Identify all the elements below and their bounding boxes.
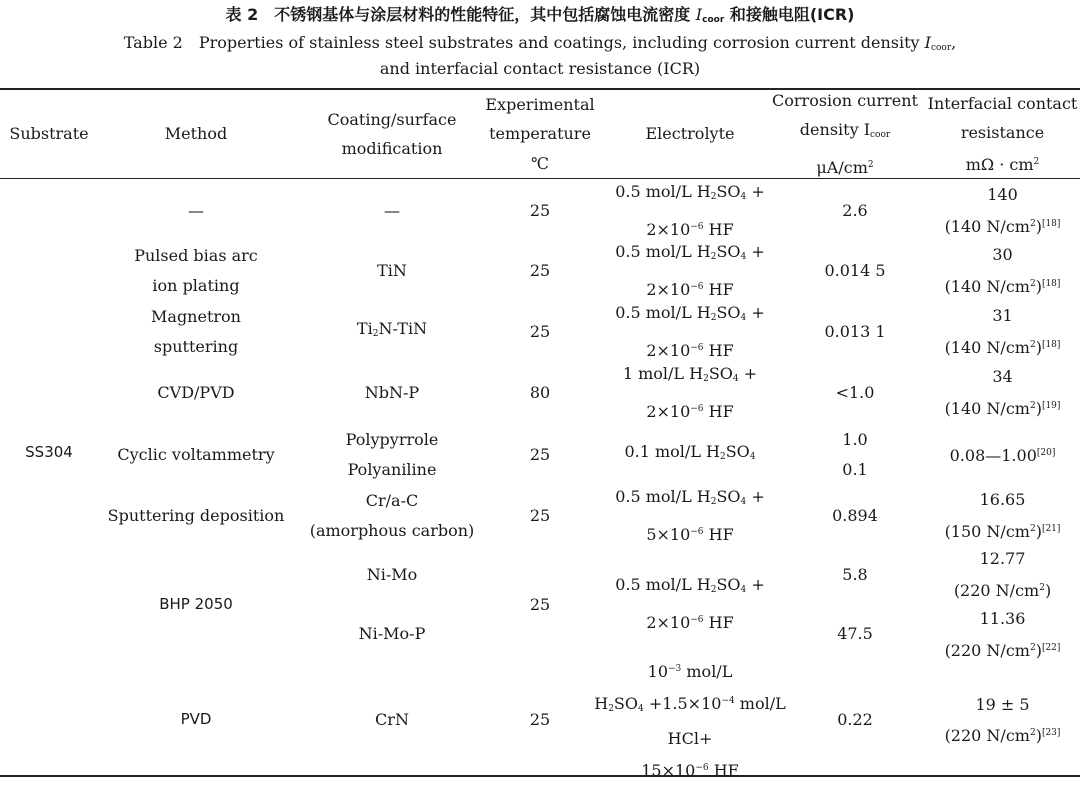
row1-icr-citation: [18] bbox=[1042, 219, 1060, 229]
t: Ti bbox=[357, 319, 373, 338]
t: 5×10 bbox=[646, 525, 690, 544]
caption-en-line2-text: and interfacial contact resistance (ICR) bbox=[380, 59, 700, 78]
t: 2×10 bbox=[646, 613, 690, 632]
row8-current bbox=[785, 661, 925, 779]
t: SO bbox=[614, 694, 638, 713]
row2-icr bbox=[925, 241, 1080, 300]
row6-coating bbox=[294, 486, 490, 545]
t: HF bbox=[704, 525, 734, 544]
row3-current-text: 0.013 1 bbox=[824, 317, 885, 347]
t: 2×10 bbox=[646, 341, 690, 360]
caption-en-subscript: coor bbox=[931, 43, 951, 53]
t: SO bbox=[716, 487, 740, 506]
t: (220 N/cm bbox=[945, 726, 1030, 745]
row7a-coating-text: Ni-Mo bbox=[367, 560, 418, 590]
row8-temperature-text: 25 bbox=[530, 705, 550, 735]
t: + bbox=[739, 364, 758, 383]
t: 2×10 bbox=[646, 280, 690, 299]
row5-icr-citation: [20] bbox=[1037, 448, 1055, 458]
header-method-label: Method bbox=[165, 119, 227, 149]
row8-method-text: PVD bbox=[181, 705, 212, 735]
row4-coating bbox=[294, 363, 490, 422]
row8-icr-condition bbox=[945, 719, 1061, 751]
caption-en-symbol: I bbox=[925, 33, 931, 52]
row8-electrolyte-line4 bbox=[641, 754, 739, 785]
row3-method bbox=[98, 302, 294, 361]
t: N-TiN bbox=[378, 319, 427, 338]
row1-icr-condition bbox=[945, 210, 1061, 242]
row7a-current bbox=[785, 560, 925, 590]
row8-electrolyte-line2 bbox=[594, 687, 786, 725]
t: HF bbox=[704, 613, 734, 632]
row4-icr-citation: [19] bbox=[1042, 401, 1060, 411]
row4-electrolyte-line2 bbox=[646, 395, 733, 427]
row2-current bbox=[785, 241, 925, 300]
row7-electrolyte-line2 bbox=[646, 606, 733, 638]
row7b-coating-text: Ni-Mo-P bbox=[359, 619, 426, 649]
row8-method bbox=[98, 661, 294, 779]
row5-method bbox=[98, 425, 294, 484]
t: HF bbox=[704, 280, 734, 299]
t: 2 bbox=[720, 452, 726, 462]
row8-electrolyte bbox=[570, 661, 810, 779]
header-temperature bbox=[490, 90, 590, 178]
t: 2 bbox=[703, 374, 709, 384]
row6-electrolyte-line2 bbox=[646, 518, 733, 550]
row7b-current-text: 47.5 bbox=[837, 619, 873, 649]
header-temperature-line1: Experimental bbox=[485, 90, 594, 120]
header-icr-unit-text: mΩ · cm bbox=[966, 155, 1034, 174]
t: 4 bbox=[741, 497, 747, 507]
row6-method bbox=[98, 486, 294, 545]
t: 2×10 bbox=[646, 220, 690, 239]
t: HF bbox=[709, 761, 739, 780]
t: SO bbox=[716, 242, 740, 261]
row6-electrolyte-line1 bbox=[615, 482, 765, 518]
t: 0.1 mol/L H bbox=[624, 442, 720, 461]
t: ) bbox=[1036, 338, 1042, 357]
t: HF bbox=[704, 220, 734, 239]
t: 10 bbox=[648, 662, 668, 681]
t: 2 bbox=[608, 704, 614, 714]
row1-coating bbox=[294, 181, 490, 240]
row7a-icr-condition bbox=[954, 574, 1051, 606]
t: (140 N/cm bbox=[945, 277, 1030, 296]
t: H bbox=[594, 694, 608, 713]
row1-icr bbox=[925, 181, 1080, 240]
t: 2 bbox=[1030, 340, 1036, 350]
row4-method-text: CVD/PVD bbox=[157, 378, 234, 408]
header-current-symbol: density I bbox=[800, 120, 870, 139]
t: + bbox=[746, 487, 765, 506]
row4-coating-text: NbN-P bbox=[365, 378, 419, 408]
t: 0.08—1.00 bbox=[950, 446, 1037, 465]
t: −6 bbox=[690, 282, 703, 292]
row4-temperature-text: 80 bbox=[530, 378, 550, 408]
t: 2 bbox=[711, 192, 717, 202]
header-electrolyte-label: Electrolyte bbox=[646, 119, 735, 149]
t: mol/L bbox=[681, 662, 732, 681]
row6-method-text: Sputtering deposition bbox=[108, 501, 285, 531]
row6-current-text: 0.894 bbox=[832, 501, 878, 531]
row3-icr-citation: [18] bbox=[1042, 340, 1060, 350]
row6-icr-value: 16.65 bbox=[980, 485, 1026, 515]
row8-coating bbox=[294, 661, 490, 779]
t: 2 bbox=[1030, 728, 1036, 738]
row8-icr bbox=[925, 661, 1080, 779]
caption-zh-suffix: 和接触电阻(ICR) bbox=[724, 5, 854, 24]
row2-coating-text: TiN bbox=[377, 256, 407, 286]
row8-electrolyte-line3: HCl+ bbox=[668, 724, 713, 754]
row2-icr-value: 30 bbox=[992, 240, 1012, 270]
row5-icr bbox=[925, 425, 1080, 484]
row5-electrolyte bbox=[570, 425, 810, 484]
row7-temperature-text: 25 bbox=[530, 590, 550, 620]
header-coating-line2: modification bbox=[342, 134, 443, 164]
row1-electrolyte bbox=[570, 181, 810, 240]
header-current-unit-text: μA/cm bbox=[816, 158, 867, 177]
t: −6 bbox=[690, 343, 703, 353]
t: 2 bbox=[1030, 643, 1036, 653]
caption-zh-symbol: I bbox=[696, 5, 702, 24]
row5-temperature-text: 25 bbox=[530, 440, 550, 470]
row8-electrolyte-line1 bbox=[648, 655, 733, 687]
row2-method-line1: Pulsed bias arc bbox=[134, 241, 258, 271]
header-substrate-label: Substrate bbox=[9, 119, 88, 149]
t: 4 bbox=[741, 585, 747, 595]
caption-zh-text: 表 2 不锈钢基体与涂层材料的性能特征，其中包括腐蚀电流密度 bbox=[226, 5, 696, 24]
t: 4 bbox=[741, 313, 747, 323]
row6-coating-line2: (amorphous carbon) bbox=[310, 516, 475, 546]
t: (140 N/cm bbox=[945, 217, 1030, 236]
t: 2 bbox=[1030, 524, 1036, 534]
t: ) bbox=[1036, 641, 1042, 660]
row3-icr bbox=[925, 302, 1080, 361]
row7b-coating bbox=[294, 619, 490, 649]
t: + bbox=[746, 303, 765, 322]
t: −6 bbox=[690, 222, 703, 232]
substrate-ss304-label: SS304 bbox=[25, 438, 73, 468]
row4-icr-condition bbox=[945, 392, 1061, 424]
t: 2 bbox=[711, 497, 717, 507]
header-current-subscript: coor bbox=[870, 130, 890, 140]
row4-icr-value: 34 bbox=[992, 362, 1012, 392]
t: (220 N/cm bbox=[954, 581, 1039, 600]
row5-current-line1: 1.0 bbox=[842, 425, 867, 455]
row1-method bbox=[98, 181, 294, 240]
t: 2×10 bbox=[646, 402, 690, 421]
table-caption-chinese bbox=[0, 2, 1080, 25]
header-coating-line1: Coating/surface bbox=[328, 105, 457, 135]
caption-en-text: Table 2 Properties of stainless steel substrates and coatings, including corrosion current density bbox=[124, 33, 925, 52]
row2-method-line2: ion plating bbox=[152, 271, 239, 301]
row6-current bbox=[785, 486, 925, 545]
t: ) bbox=[1036, 399, 1042, 418]
header-current-density bbox=[770, 90, 920, 178]
header-current-unit bbox=[816, 151, 873, 183]
t: SO bbox=[716, 303, 740, 322]
t: (150 N/cm bbox=[945, 522, 1030, 541]
t: −6 bbox=[690, 615, 703, 625]
row1-electrolyte-line1 bbox=[615, 177, 765, 213]
t: −6 bbox=[690, 404, 703, 414]
row8-icr-value: 19 ± 5 bbox=[975, 690, 1029, 720]
row7b-icr-value: 11.36 bbox=[980, 604, 1026, 634]
t: 0.5 mol/L H bbox=[615, 182, 711, 201]
row1-method-text: — bbox=[188, 196, 204, 226]
t: 2 bbox=[711, 585, 717, 595]
row6-electrolyte bbox=[570, 486, 810, 545]
row6-icr-condition bbox=[945, 515, 1061, 547]
row8-icr-citation: [23] bbox=[1042, 728, 1060, 738]
t: ) bbox=[1036, 726, 1042, 745]
t: ) bbox=[1036, 217, 1042, 236]
row7a-icr-value: 12.77 bbox=[980, 544, 1026, 574]
t: 2 bbox=[1030, 279, 1036, 289]
t: 2 bbox=[1039, 583, 1045, 593]
row3-electrolyte-line1 bbox=[615, 298, 765, 334]
row2-icr-citation: [18] bbox=[1042, 279, 1060, 289]
substrate-ss304 bbox=[0, 179, 98, 727]
t: 0.5 mol/L H bbox=[615, 242, 711, 261]
row7b-icr-citation: [22] bbox=[1042, 643, 1060, 653]
t: 2 bbox=[1030, 219, 1036, 229]
t: +1.5×10 bbox=[644, 694, 722, 713]
row5-coating-line2: Polyaniline bbox=[348, 455, 437, 485]
t: 0.5 mol/L H bbox=[615, 575, 711, 594]
t: + bbox=[746, 575, 765, 594]
substrate-bhp2050-label: BHP 2050 bbox=[159, 590, 233, 620]
t: 15×10 bbox=[641, 761, 695, 780]
t: mol/L bbox=[735, 694, 786, 713]
t: SO bbox=[716, 575, 740, 594]
t: (140 N/cm bbox=[945, 399, 1030, 418]
row2-electrolyte bbox=[570, 241, 810, 300]
row1-current-text: 2.6 bbox=[842, 196, 867, 226]
t: 4 bbox=[733, 374, 739, 384]
t: HF bbox=[704, 402, 734, 421]
t: ) bbox=[1036, 277, 1042, 296]
t: 2 bbox=[1030, 401, 1036, 411]
row2-current-text: 0.014 5 bbox=[824, 256, 885, 286]
header-current-line2 bbox=[800, 115, 890, 151]
row6-coating-line1: Cr/a-C bbox=[366, 486, 418, 516]
t: (140 N/cm bbox=[945, 338, 1030, 357]
t: −6 bbox=[690, 527, 703, 537]
row7-electrolyte bbox=[570, 574, 810, 633]
t: 4 bbox=[741, 192, 747, 202]
row7a-coating bbox=[294, 560, 490, 590]
header-icr bbox=[925, 90, 1080, 178]
row1-temperature-text: 25 bbox=[530, 196, 550, 226]
row3-method-line2: sputtering bbox=[154, 332, 238, 362]
header-temperature-unit: ℃ bbox=[531, 149, 549, 179]
row7a-current-text: 5.8 bbox=[842, 560, 867, 590]
header-current-line1: Corrosion current bbox=[772, 86, 918, 116]
row3-current bbox=[785, 302, 925, 361]
row6-icr-citation: [21] bbox=[1042, 524, 1060, 534]
header-current-unit-sup: 2 bbox=[868, 160, 874, 170]
row6-icr bbox=[925, 486, 1080, 545]
header-icr-unit-sup: 2 bbox=[1034, 157, 1040, 167]
t: −3 bbox=[668, 664, 681, 674]
header-method bbox=[98, 90, 294, 178]
row6-temperature-text: 25 bbox=[530, 501, 550, 531]
t: SO bbox=[726, 442, 750, 461]
t: 1 mol/L H bbox=[623, 364, 703, 383]
row3-electrolyte bbox=[570, 302, 810, 361]
header-substrate bbox=[0, 90, 98, 178]
row7b-icr bbox=[925, 605, 1080, 664]
row8-current-text: 0.22 bbox=[837, 705, 873, 735]
substrate-bhp2050 bbox=[98, 545, 294, 665]
row3-coating bbox=[294, 302, 490, 361]
header-icr-line1: Interfacial contact bbox=[928, 89, 1078, 119]
row2-method bbox=[98, 241, 294, 300]
row3-coating-text bbox=[357, 314, 427, 350]
row4-current-text: <1.0 bbox=[836, 378, 875, 408]
t: SO bbox=[716, 182, 740, 201]
t: ) bbox=[1045, 581, 1051, 600]
t: −4 bbox=[721, 696, 734, 706]
caption-en-suffix: , bbox=[951, 33, 956, 52]
row5-method-text: Cyclic voltammetry bbox=[117, 440, 274, 470]
table-caption-english-line1 bbox=[0, 30, 1080, 53]
row5-electrolyte-line1 bbox=[624, 437, 755, 473]
t: (220 N/cm bbox=[945, 641, 1030, 660]
row4-electrolyte-line1 bbox=[623, 359, 757, 395]
t: 4 bbox=[638, 704, 644, 714]
t: 4 bbox=[750, 452, 756, 462]
t: 0.5 mol/L H bbox=[615, 487, 711, 506]
t: SO bbox=[709, 364, 733, 383]
row3-temperature-text: 25 bbox=[530, 317, 550, 347]
header-icr-unit bbox=[966, 148, 1040, 180]
row7b-current bbox=[785, 619, 925, 649]
t: −6 bbox=[695, 763, 708, 773]
t: + bbox=[746, 182, 765, 201]
header-temperature-line2: temperature bbox=[489, 119, 591, 149]
row5-coating-line1: Polypyrrole bbox=[346, 425, 439, 455]
t: 2 bbox=[373, 329, 379, 339]
t: HF bbox=[704, 341, 734, 360]
t: 4 bbox=[741, 252, 747, 262]
t: 2 bbox=[711, 252, 717, 262]
row5-coating bbox=[294, 425, 490, 484]
row1-coating-text: — bbox=[384, 196, 400, 226]
row7a-icr bbox=[925, 545, 1080, 604]
row2-icr-condition bbox=[945, 270, 1061, 302]
t: ) bbox=[1036, 522, 1042, 541]
row1-icr-value: 140 bbox=[987, 180, 1018, 210]
header-icr-line2: resistance bbox=[961, 118, 1044, 148]
caption-zh-subscript: coor bbox=[702, 15, 724, 25]
t: 2 bbox=[711, 313, 717, 323]
row4-icr bbox=[925, 363, 1080, 422]
row2-coating bbox=[294, 241, 490, 300]
table-caption-english-line2 bbox=[0, 59, 1080, 78]
row2-temperature-text: 25 bbox=[530, 256, 550, 286]
row2-electrolyte-line1 bbox=[615, 237, 765, 273]
row4-method bbox=[98, 363, 294, 422]
row5-icr-value bbox=[950, 439, 1056, 471]
row3-icr-condition bbox=[945, 331, 1061, 363]
row5-current-line2: 0.1 bbox=[842, 455, 867, 485]
row4-electrolyte bbox=[570, 363, 810, 422]
row7-electrolyte-line1 bbox=[615, 570, 765, 606]
t: + bbox=[746, 242, 765, 261]
row5-current bbox=[785, 425, 925, 484]
row4-current bbox=[785, 363, 925, 422]
row3-method-line1: Magnetron bbox=[151, 302, 241, 332]
row3-icr-value: 31 bbox=[992, 301, 1012, 331]
header-coating bbox=[294, 90, 490, 178]
t: 0.5 mol/L H bbox=[615, 303, 711, 322]
header-electrolyte bbox=[590, 90, 790, 178]
row1-current bbox=[785, 181, 925, 240]
row8-coating-text: CrN bbox=[375, 705, 409, 735]
